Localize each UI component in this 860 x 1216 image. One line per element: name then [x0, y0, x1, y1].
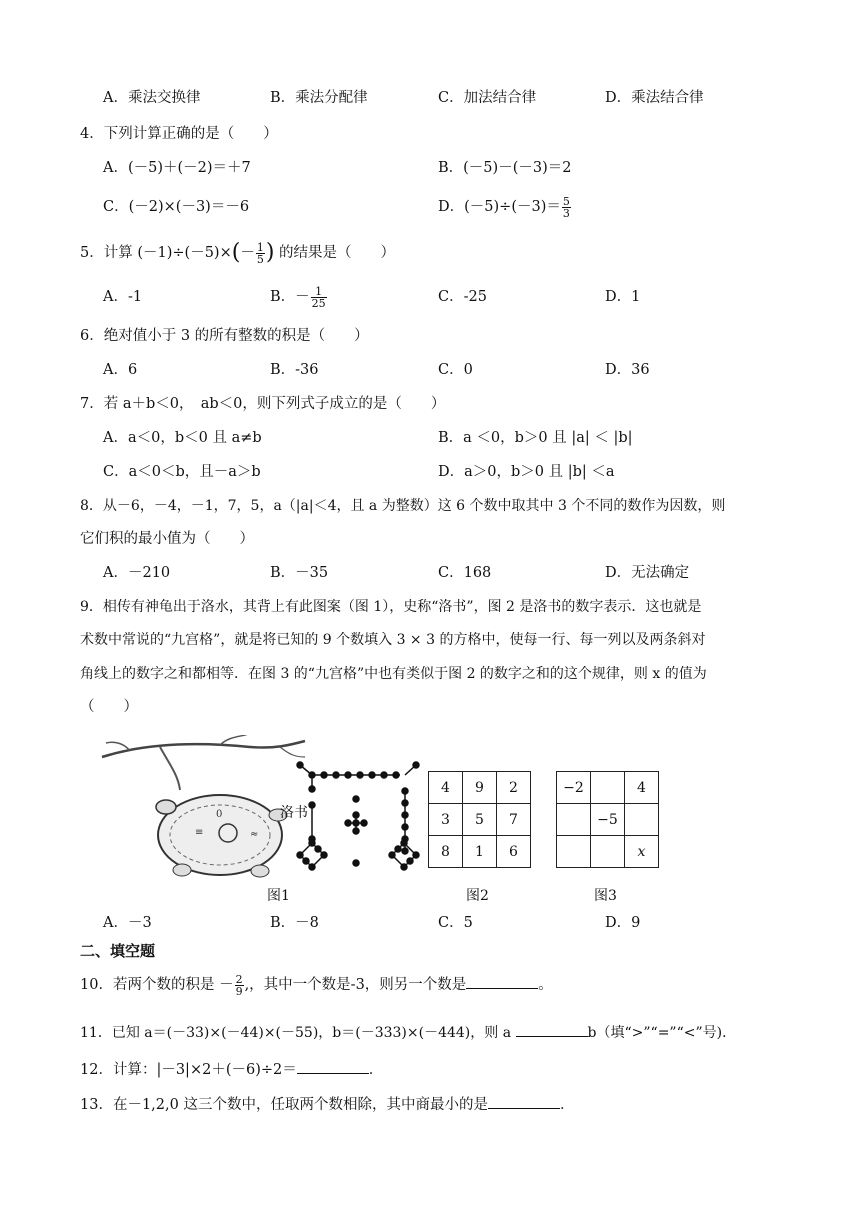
q4-option-d-text: D．(－5)÷(－3)＝: [438, 199, 561, 215]
q8-option-d: D．无法确定: [605, 565, 690, 581]
q5-option-c: C．-25: [438, 289, 487, 305]
q9-stem-line1: 9．相传有神龟出于洛水，其背上有此图案（图 1），史称“洛书”，图 2 是洛书的数字表示．这也就是: [80, 599, 702, 615]
grid2-cell: 8: [429, 836, 463, 868]
q9-stem-line4: （ ）: [80, 699, 138, 715]
grid2-cell: 6: [497, 836, 531, 868]
q5-expression: (－1)÷(－5)×: [137, 245, 232, 261]
q3-option-b: B．乘法分配律: [270, 90, 368, 106]
section-heading: 二、填空题: [80, 942, 156, 960]
q4-option-c: C．(－2)×(－3)＝－6: [103, 199, 250, 215]
q9-option-d: D．9: [605, 915, 641, 931]
fraction-numerator: 2: [235, 972, 243, 986]
q6-option-a: A．6: [103, 362, 138, 378]
q5-suffix: 的结果是（ ）: [279, 245, 396, 261]
q7-option-d: D．a＞0，b＞0 且 |b| ＜a: [438, 464, 615, 480]
svg-text:≡: ≡: [195, 827, 204, 838]
q3-option-a: A．乘法交换律: [103, 90, 201, 106]
q10-prefix: 10．若两个数的积是: [80, 977, 215, 993]
q4-option-d-fraction: [562, 196, 571, 219]
grid2-cell: 2: [497, 772, 531, 804]
q8-option-c: C．168: [438, 565, 492, 581]
q8-stem-line1: 8．从－6，－4，－1，7，5，a（|a|＜4，且 a 为整数）这 6 个数中取其中 3 个不同的数作为因数，则: [80, 498, 726, 514]
grid3-cell: [591, 836, 625, 868]
q5-prefix: 5．计算: [80, 245, 133, 261]
fraction-numerator: 5: [562, 194, 570, 208]
q7-option-a: A．a＜0，b＜0 且 a≠b: [103, 430, 262, 446]
q6-option-d: D．36: [605, 362, 650, 378]
grid2-cell: 7: [497, 804, 531, 836]
q9-option-a: A．－3: [103, 915, 152, 931]
answer-blank[interactable]: [297, 1059, 369, 1074]
grid2-cell: 9: [463, 772, 497, 804]
q7-stem: 7．若 a＋b＜0， ab＜0，则下列式子成立的是（ ）: [80, 396, 446, 412]
q5-option-a: A．-1: [103, 289, 143, 305]
figure-1-luoshu: [100, 735, 430, 885]
q5-option-b-text: B．－: [270, 289, 310, 305]
grid2-cell: 1: [463, 836, 497, 868]
fraction-numerator: 1: [256, 240, 264, 254]
fraction-denominator: 9: [235, 984, 243, 998]
grid3-cell: −2: [557, 772, 591, 804]
q9-option-c: C．5: [438, 915, 473, 931]
q9-option-b: B．－8: [270, 915, 319, 931]
q3-option-c: C．加法结合律: [438, 90, 537, 106]
q4-option-a: A．(－5)＋(－2)＝＋7: [103, 160, 251, 176]
figure-1-label: 洛书: [280, 805, 308, 821]
q10-suffix: ,，其中一个数是-3，则另一个数是: [244, 977, 467, 993]
fraction-numerator: 1: [311, 286, 327, 298]
grid2-cell: 4: [429, 772, 463, 804]
q9-stem-line2: 术数中常说的“九宫格”，就是将已知的 9 个数填入 3 × 3 的方格中，使每一行、每一列以及两条斜对: [80, 632, 706, 648]
q13-prefix: 13．在－1,2,0 这三个数中，任取两个数相除，其中商最小的是: [80, 1097, 488, 1113]
q3-option-d: D．乘法结合律: [605, 90, 704, 106]
q5-fraction-sign: －: [240, 245, 255, 261]
grid3-cell: 4: [625, 772, 659, 804]
q6-stem: 6．绝对值小于 3 的所有整数的积是（ ）: [80, 328, 369, 344]
q5-option-d: D．1: [605, 289, 641, 305]
q10-line: [80, 968, 553, 1002]
grid2-cell: 5: [463, 804, 497, 836]
q4-option-d: [438, 190, 572, 224]
q11-suffix: b（填“>”“=”“<”号)．: [587, 1025, 737, 1041]
fraction-denominator: 25: [311, 296, 326, 310]
q12-prefix: 12．计算：|－3|×2＋(－6)÷2＝: [80, 1062, 297, 1078]
figure-3-grid: [556, 771, 659, 868]
q5-option-b-fraction: [311, 286, 327, 309]
svg-text:0: 0: [216, 809, 223, 820]
q5-option-b: [270, 280, 328, 314]
q5-fraction: [256, 242, 265, 265]
fraction-denominator: 5: [256, 252, 264, 266]
svg-text:≈: ≈: [250, 829, 259, 840]
q10-fraction: [235, 974, 244, 997]
q7-option-b: B．a ＜0，b＞0 且 |a| ＜ |b|: [438, 430, 633, 446]
q4-option-b: B．(－5)－(－3)＝2: [438, 160, 572, 176]
q9-stem-line3: 角线上的数字之和都相等．在图 3 的“九宫格”中也有类似于图 2 的数字之和的这个规律，则 x 的值为: [80, 666, 707, 682]
q5-stem: [80, 236, 395, 270]
q10-fraction-sign: －: [219, 977, 234, 993]
q10-end: 。: [538, 977, 553, 993]
q13-end: ．: [559, 1097, 575, 1113]
grid3-cell: x: [625, 836, 659, 868]
q12-end: ．: [368, 1062, 384, 1078]
q8-option-a: A．－210: [103, 565, 171, 581]
grid3-cell: −5: [591, 804, 625, 836]
q13-line: [80, 1094, 574, 1115]
answer-blank[interactable]: [488, 1094, 560, 1109]
q6-option-b: B．-36: [270, 362, 319, 378]
q11-line: [80, 1022, 736, 1043]
fraction-denominator: 3: [562, 206, 570, 220]
right-paren: ): [265, 240, 275, 265]
figure-3-caption: 图3: [594, 888, 617, 904]
grid3-cell: [557, 836, 591, 868]
answer-blank[interactable]: [466, 974, 538, 989]
q8-option-b: B．－35: [270, 565, 329, 581]
q12-line: [80, 1059, 383, 1080]
grid3-cell: [591, 772, 625, 804]
grid2-cell: 3: [429, 804, 463, 836]
figure-2-caption: 图2: [466, 888, 489, 904]
q11-prefix: 11．已知 a＝(－33)×(－44)×(－55)，b＝(－333)×(－444)，则 a: [80, 1025, 516, 1041]
q8-stem-line2: 它们积的最小值为（ ）: [80, 531, 254, 547]
q7-option-c: C．a＜0＜b，且－a＞b: [103, 464, 261, 480]
grid3-cell: [557, 804, 591, 836]
answer-blank[interactable]: [516, 1022, 588, 1037]
left-paren: (: [231, 240, 241, 265]
q6-option-c: C．0: [438, 362, 473, 378]
q4-stem: 4．下列计算正确的是（ ）: [80, 126, 278, 142]
grid3-cell: [625, 804, 659, 836]
figure-2-grid: [428, 771, 531, 868]
figure-1-caption: 图1: [267, 888, 290, 904]
